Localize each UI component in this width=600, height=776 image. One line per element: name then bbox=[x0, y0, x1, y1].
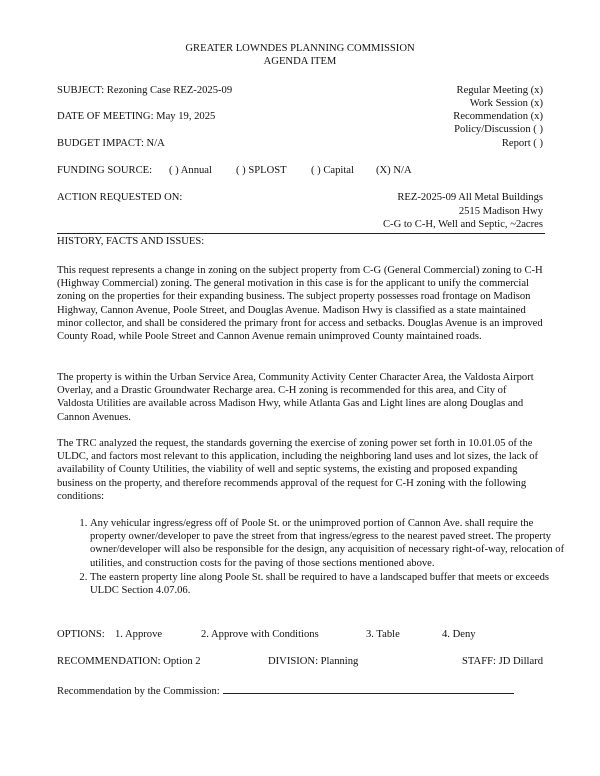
paragraph-3: The TRC analyzed the request, the standards governing the exercise of zoning power set forth in 10.01.05 of the ULDC, and factors most relevant to this application, including the neighboring land uses and lot sizes, the lack of availability of County Utilities, the viability of well and septic systems, the existing and proposed expanding business on the property, and therefore recommends approval of the request for C-H zoning with the following conditions: bbox=[57, 438, 539, 502]
options-label: OPTIONS: bbox=[57, 629, 105, 640]
funding-annual: ( ) Annual bbox=[169, 165, 212, 176]
history-heading: HISTORY, FACTS AND ISSUES: bbox=[57, 236, 205, 247]
action-line-2: 2515 Madison Hwy bbox=[458, 206, 543, 217]
meeting-type-policy: Policy/Discussion ( ) bbox=[454, 124, 543, 135]
funding-splost: ( ) SPLOST bbox=[236, 165, 287, 176]
condition-item: 2. The eastern property line along Poole St. shall be required to have a landscaped buffer that meets or exceeds ULDC Section 4.07.06. bbox=[90, 571, 570, 597]
meeting-type-recommendation: Recommendation (x) bbox=[453, 111, 543, 122]
meeting-type-work-session: Work Session (x) bbox=[469, 98, 543, 109]
budget-impact: BUDGET IMPACT: N/A bbox=[57, 138, 165, 149]
option-deny: 4. Deny bbox=[442, 629, 476, 640]
action-line-1: REZ-2025-09 All Metal Buildings bbox=[397, 192, 543, 203]
section-divider bbox=[57, 233, 545, 234]
subject-line: SUBJECT: Rezoning Case REZ-2025-09 bbox=[57, 85, 233, 96]
funding-na: (X) N/A bbox=[376, 165, 412, 176]
date-of-meeting: DATE OF MEETING: May 19, 2025 bbox=[57, 111, 216, 122]
option-approve: 1. Approve bbox=[115, 629, 163, 640]
funding-source-label: FUNDING SOURCE: bbox=[57, 165, 153, 176]
paragraph-2: The property is within the Urban Service Area, Community Activity Center Character Area, the Valdosta Airport Overlay, and a Drastic Groundwater Recharge area. C-H zoning is recommended for this area, and City of Valdosta Utilities are available across Madison Hwy, while Atlanta Gas and Light lines are along Douglas and Cannon Avenues. bbox=[57, 372, 534, 423]
org-title: GREATER LOWNDES PLANNING COMMISSION bbox=[185, 43, 415, 54]
meeting-type-report: Report ( ) bbox=[501, 138, 543, 149]
meeting-type-regular: Regular Meeting (x) bbox=[456, 85, 543, 96]
doc-type: AGENDA ITEM bbox=[263, 56, 337, 67]
option-table: 3. Table bbox=[366, 629, 400, 640]
commission-signature-line[interactable] bbox=[223, 684, 514, 694]
funding-capital: ( ) Capital bbox=[311, 165, 354, 176]
action-line-3: C-G to C-H, Well and Septic, ~2acres bbox=[382, 219, 543, 230]
division: DIVISION: Planning bbox=[268, 656, 359, 667]
conditions-list bbox=[57, 517, 570, 598]
option-approve-with-conditions: 2. Approve with Conditions bbox=[201, 629, 319, 640]
commission-label: Recommendation by the Commission: bbox=[57, 686, 220, 697]
condition-item: 1. Any vehicular ingress/egress off of Poole St. or the unimproved portion of Cannon Ave. shall require the property owner/developer to pave the street from that ingress/egress to the nearest paved street. The property owner/developer will also be responsible for the design, any acquisition of necessary right-of-way, relocation of utilities, and construction costs for the paving of those sections mentioned above. bbox=[90, 517, 570, 570]
paragraph-1: This request represents a change in zoning on the subject property from C-G (General Commercial) zoning to C-H (Highway Commercial) zoning. The general motivation in this case is for the applicant to unify the commercial zoning on the properties for their expanding business. The subject property possesses road frontage on Madison Highway, Cannon Avenue, Poole Street, and Douglas Avenue. Madison Hwy is classified as a state maintained minor collector, and shall be considered the primary front for access and setbacks. Douglas Avenue is an improved County Road, while Poole Street and Cannon Avenue remain unimproved County maintained roads. bbox=[57, 265, 543, 343]
action-requested-label: ACTION REQUESTED ON: bbox=[57, 192, 183, 203]
commission-recommendation bbox=[57, 684, 514, 698]
recommendation: RECOMMENDATION: Option 2 bbox=[57, 656, 201, 667]
staff: STAFF: JD Dillard bbox=[462, 656, 543, 667]
